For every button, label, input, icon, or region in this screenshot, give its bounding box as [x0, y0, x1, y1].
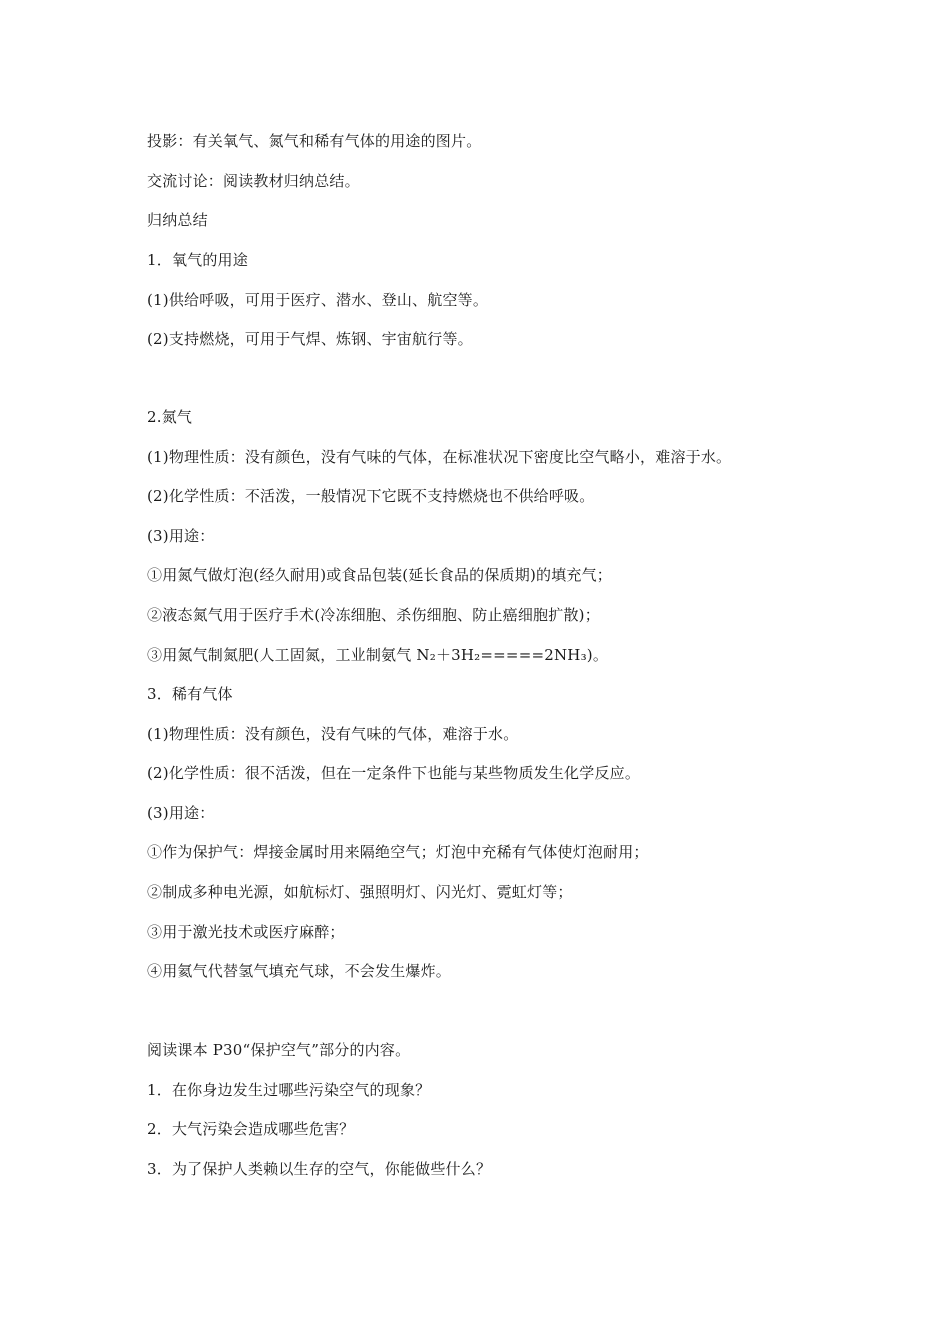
oxygen-use-2: (2)支持燃烧，可用于气焊、炼钢、宇宙航行等。: [147, 330, 473, 348]
nitrogen-uses-label: (3)用途：: [147, 527, 215, 545]
nitrogen-physical: (1)物理性质：没有颜色，没有气味的气体，在标准状况下密度比空气略小，难溶于水。: [147, 448, 732, 466]
noble-gas-chemical: (2)化学性质：很不活泼，但在一定条件下也能与某些物质发生化学反应。: [147, 764, 641, 782]
oxygen-heading: 1．氧气的用途: [147, 251, 248, 269]
nitrogen-use-1: ①用氮气做灯泡(经久耐用)或食品包装(延长食品的保质期)的填充气；: [147, 566, 613, 584]
noble-gas-uses-label: (3)用途：: [147, 804, 215, 822]
nitrogen-use-3: ③用氮气制氮肥(人工固氮，工业制氨气 N₂＋3H₂=====2NH₃)。: [147, 646, 609, 664]
question-2: 2．大气污染会造成哪些危害？: [147, 1120, 355, 1138]
noble-gas-heading: 3．稀有气体: [147, 685, 233, 703]
discussion-line: 交流讨论：阅读教材归纳总结。: [147, 172, 360, 190]
noble-gas-use-1: ①作为保护气：焊接金属时用来隔绝空气；灯泡中充稀有气体使灯泡耐用；: [147, 843, 649, 861]
noble-gas-use-2: ②制成多种电光源，如航标灯、强照明灯、闪光灯、霓虹灯等；: [147, 883, 573, 901]
oxygen-use-1: (1)供给呼吸，可用于医疗、潜水、登山、航空等。: [147, 291, 489, 309]
reading-instruction: 阅读课本 P30“保护空气”部分的内容。: [147, 1041, 411, 1059]
nitrogen-use-2: ②液态氮气用于医疗手术(冷冻细胞、杀伤细胞、防止癌细胞扩散)；: [147, 606, 600, 624]
nitrogen-chemical: (2)化学性质：不活泼，一般情况下它既不支持燃烧也不供给呼吸。: [147, 487, 595, 505]
noble-gas-use-3: ③用于激光技术或医疗麻醉；: [147, 923, 345, 941]
question-1: 1．在你身边发生过哪些污染空气的现象？: [147, 1081, 431, 1099]
noble-gas-physical: (1)物理性质：没有颜色，没有气味的气体，难溶于水。: [147, 725, 519, 743]
projection-line: 投影：有关氧气、氮气和稀有气体的用途的图片。: [147, 132, 482, 150]
nitrogen-heading: 2.氮气: [147, 408, 193, 426]
question-3: 3．为了保护人类赖以生存的空气，你能做些什么？: [147, 1160, 492, 1178]
summary-heading: 归纳总结: [147, 211, 208, 229]
noble-gas-use-4: ④用氦气代替氢气填充气球，不会发生爆炸。: [147, 962, 452, 980]
